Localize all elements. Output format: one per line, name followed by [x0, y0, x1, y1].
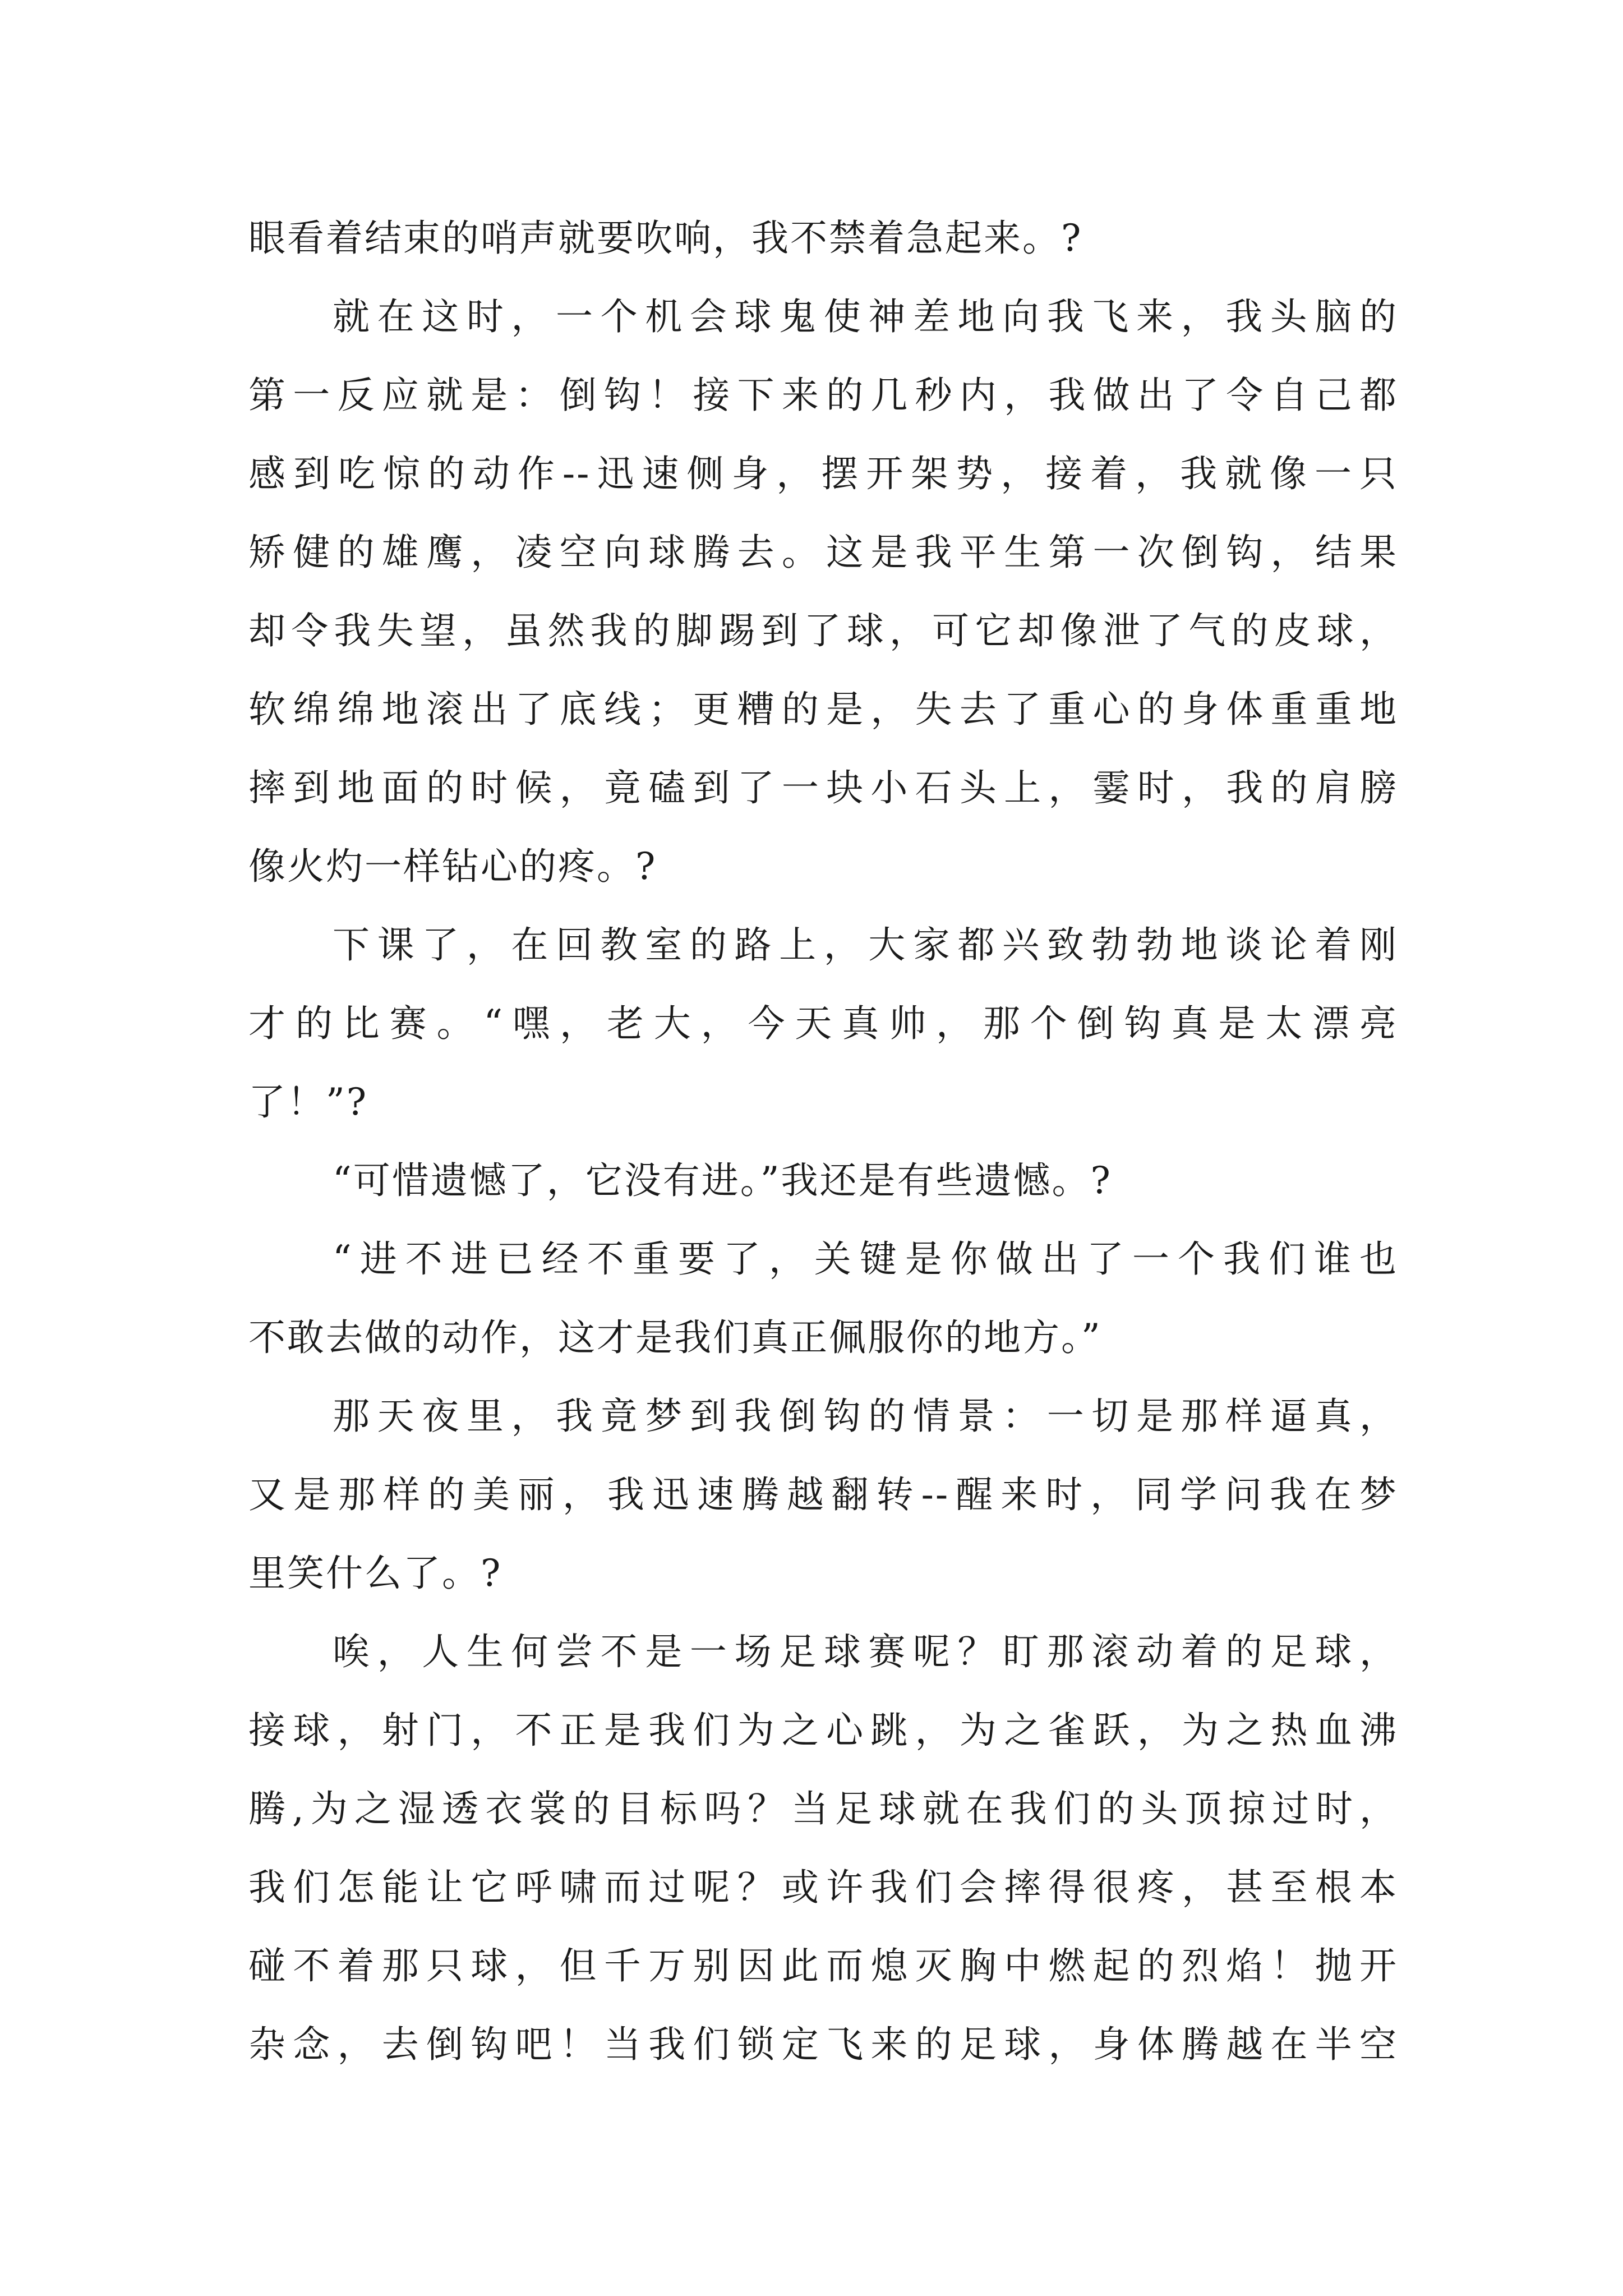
text-line: 摔到地面的时候，竟磕到了一块小石头上，霎时，我的肩膀: [248, 766, 1398, 809]
text-line: 眼看着结束的哨声就要吹响，我不禁着急起来。?: [248, 217, 1083, 260]
text-line: 不敢去做的动作，这才是我们真正佩服你的地方。”: [248, 1316, 1102, 1359]
text-line: 却令我失望，虽然我的脚踢到了球，可它却像泄了气的皮球，: [248, 609, 1398, 652]
text-line: 那天夜里，我竟梦到我倒钩的情景：一切是那样逼真，: [333, 1395, 1398, 1438]
text-line: 像火灼一样钻心的疼。?: [248, 845, 657, 888]
text-line: 才的比赛。“嘿，老大，今天真帅，那个倒钩真是太漂亮: [248, 1002, 1398, 1045]
text-line: 就在这时，一个机会球鬼使神差地向我飞来，我头脑的: [333, 295, 1398, 338]
text-line: 我们怎能让它呼啸而过呢？或许我们会摔得很疼，甚至根本: [248, 1866, 1398, 1909]
text-line: 接球，射门，不正是我们为之心跳，为之雀跃，为之热血沸: [248, 1709, 1398, 1752]
text-line: 矫健的雄鹰，凌空向球腾去。这是我平生第一次倒钩，结果: [248, 531, 1398, 574]
text-line: 了！”?: [248, 1080, 368, 1124]
text-line: “进不进已经不重要了，关键是你做出了一个我们谁也: [333, 1237, 1398, 1281]
text-line: 第一反应就是：倒钩！接下来的几秒内，我做出了令自己都: [248, 374, 1398, 417]
text-line: 软绵绵地滚出了底线；更糟的是，失去了重心的身体重重地: [248, 688, 1398, 731]
text-line: 又是那样的美丽，我迅速腾越翻转--醒来时，同学问我在梦: [248, 1473, 1398, 1516]
document-body: [248, 199, 1398, 2084]
text-line: 里笑什么了。?: [248, 1552, 502, 1595]
text-line: 碰不着那只球，但千万别因此而熄灭胸中燃起的烈焰！抛开: [248, 1944, 1398, 1987]
text-line: “可惜遗憾了，它没有进。”我还是有些遗憾。?: [333, 1159, 1112, 1202]
text-line: 腾,为之湿透衣裳的目标吗？当足球就在我们的头顶掠过时，: [248, 1787, 1398, 1830]
text-line: 下课了，在回教室的路上，大家都兴致勃勃地谈论着刚: [333, 923, 1398, 967]
text-line: 感到吃惊的动作--迅速侧身，摆开架势，接着，我就像一只: [248, 452, 1398, 495]
text-line: 唉，人生何尝不是一场足球赛呢？盯那滚动着的足球，: [333, 1630, 1398, 1673]
text-line: 杂念，去倒钩吧！当我们锁定飞来的足球，身体腾越在半空: [248, 2023, 1398, 2066]
